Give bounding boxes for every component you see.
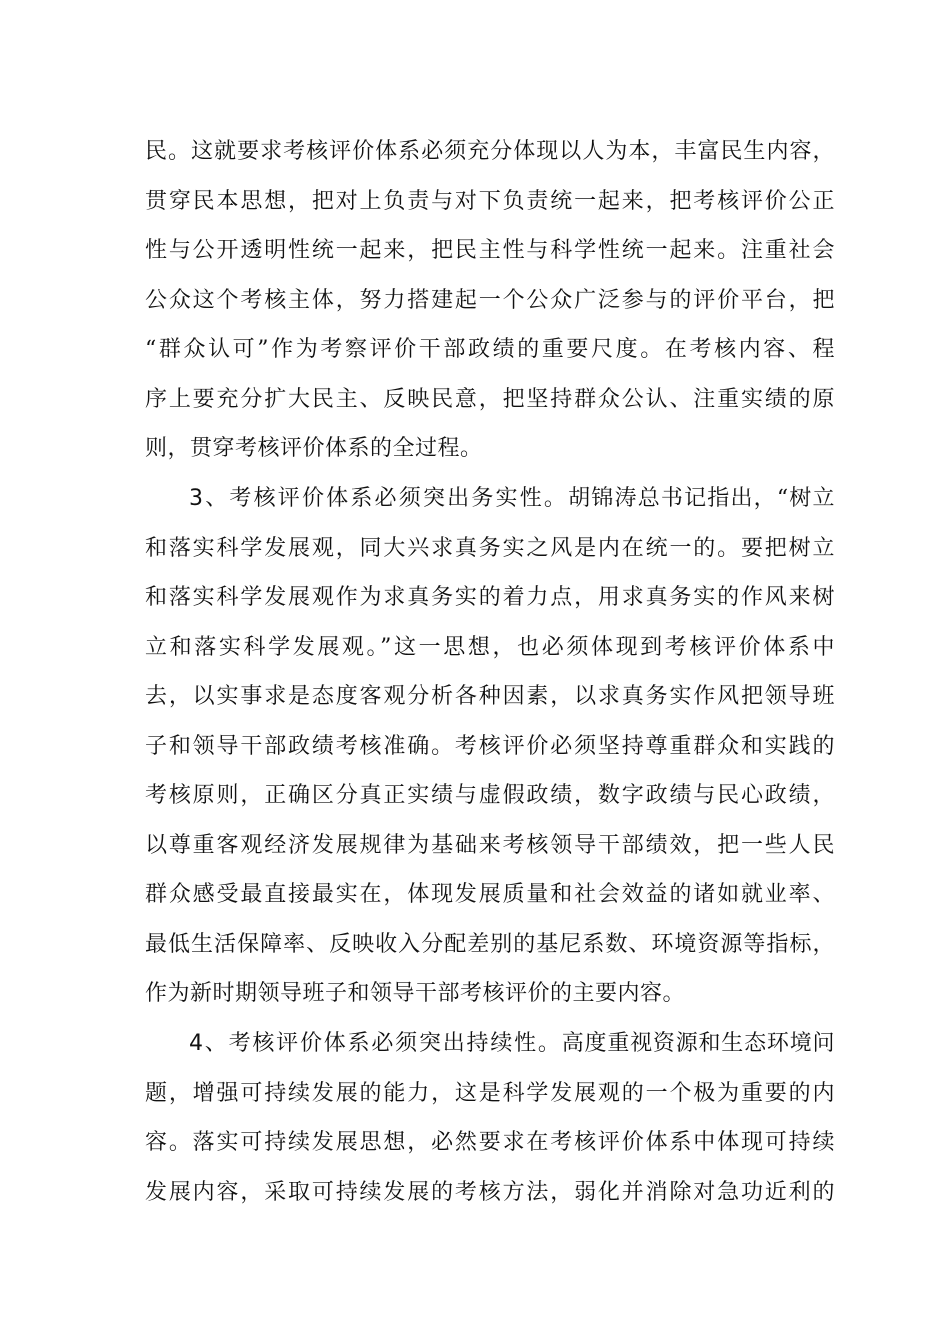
text-line: 子和领导干部政绩考核准确。考核评价必须坚持尊重群众和实践的 bbox=[145, 733, 835, 759]
text-line: 发展内容，采取可持续发展的考核方法，弱化并消除对急功近利的 bbox=[145, 1179, 835, 1205]
text-line: 去，以实事求是态度客观分析各种因素，以求真务实作风把领导班 bbox=[145, 684, 835, 709]
text-line: 作为新时期领导班子和领导干部考核评价的主要内容。 bbox=[145, 981, 686, 1006]
paragraph-1 bbox=[145, 127, 835, 474]
text-line: 以尊重客观经济发展规律为基础来考核领导干部绩效，把一些人民 bbox=[145, 832, 835, 858]
paragraph-3 bbox=[145, 1019, 835, 1217]
paragraph-2 bbox=[145, 474, 835, 1019]
text-line: 和落实科学发展观，同大兴求真务实之风是内在统一的。要把树立 bbox=[145, 535, 835, 561]
text-line: 公众这个考核主体，努力搭建起一个公众广泛参与的评价平台，把 bbox=[145, 287, 835, 313]
text-run: 高度重视资源和生态环境问 bbox=[561, 1031, 835, 1056]
section-heading: 3、考核评价体系必须突出务实性。 bbox=[189, 486, 569, 511]
text-line-first bbox=[145, 474, 835, 524]
text-run: 胡锦涛总书记指出，“树立 bbox=[568, 486, 835, 511]
text-line: 立和落实科学发展观。”这一思想，也必须体现到考核评价体系中 bbox=[145, 634, 835, 660]
text-line: 则，贯穿考核评价体系的全过程。 bbox=[145, 436, 483, 461]
text-line: 容。落实可持续发展思想，必然要求在考核评价体系中体现可持续 bbox=[145, 1130, 835, 1155]
text-line: 贯穿民本思想，把对上负责与对下负责统一起来，把考核评价公正 bbox=[145, 188, 835, 214]
text-line: 民。这就要求考核评价体系必须充分体现以人为本，丰富民生内容， bbox=[145, 139, 835, 164]
text-line: 性与公开透明性统一起来，把民主性与科学性统一起来。注重社会 bbox=[145, 238, 835, 263]
text-line: 考核原则，正确区分真正实绩与虚假政绩，数字政绩与民心政绩， bbox=[145, 783, 835, 808]
section-heading: 4、考核评价体系必须突出持续性。 bbox=[189, 1031, 562, 1056]
text-line: 群众感受最直接最实在，体现发展质量和社会效益的诸如就业率、 bbox=[145, 882, 835, 907]
text-line-first bbox=[145, 1019, 835, 1069]
text-line: “群众认可”作为考察评价干部政绩的重要尺度。在考核内容、程 bbox=[145, 337, 835, 362]
text-line: 题，增强可持续发展的能力，这是科学发展观的一个极为重要的内 bbox=[145, 1080, 835, 1106]
text-line: 序上要充分扩大民主、反映民意，把坚持群众公认、注重实绩的原 bbox=[145, 386, 835, 412]
text-line: 和落实科学发展观作为求真务实的着力点，用求真务实的作风来树 bbox=[145, 585, 835, 610]
text-line: 最低生活保障率、反映收入分配差别的基尼系数、环境资源等指标， bbox=[145, 931, 835, 957]
